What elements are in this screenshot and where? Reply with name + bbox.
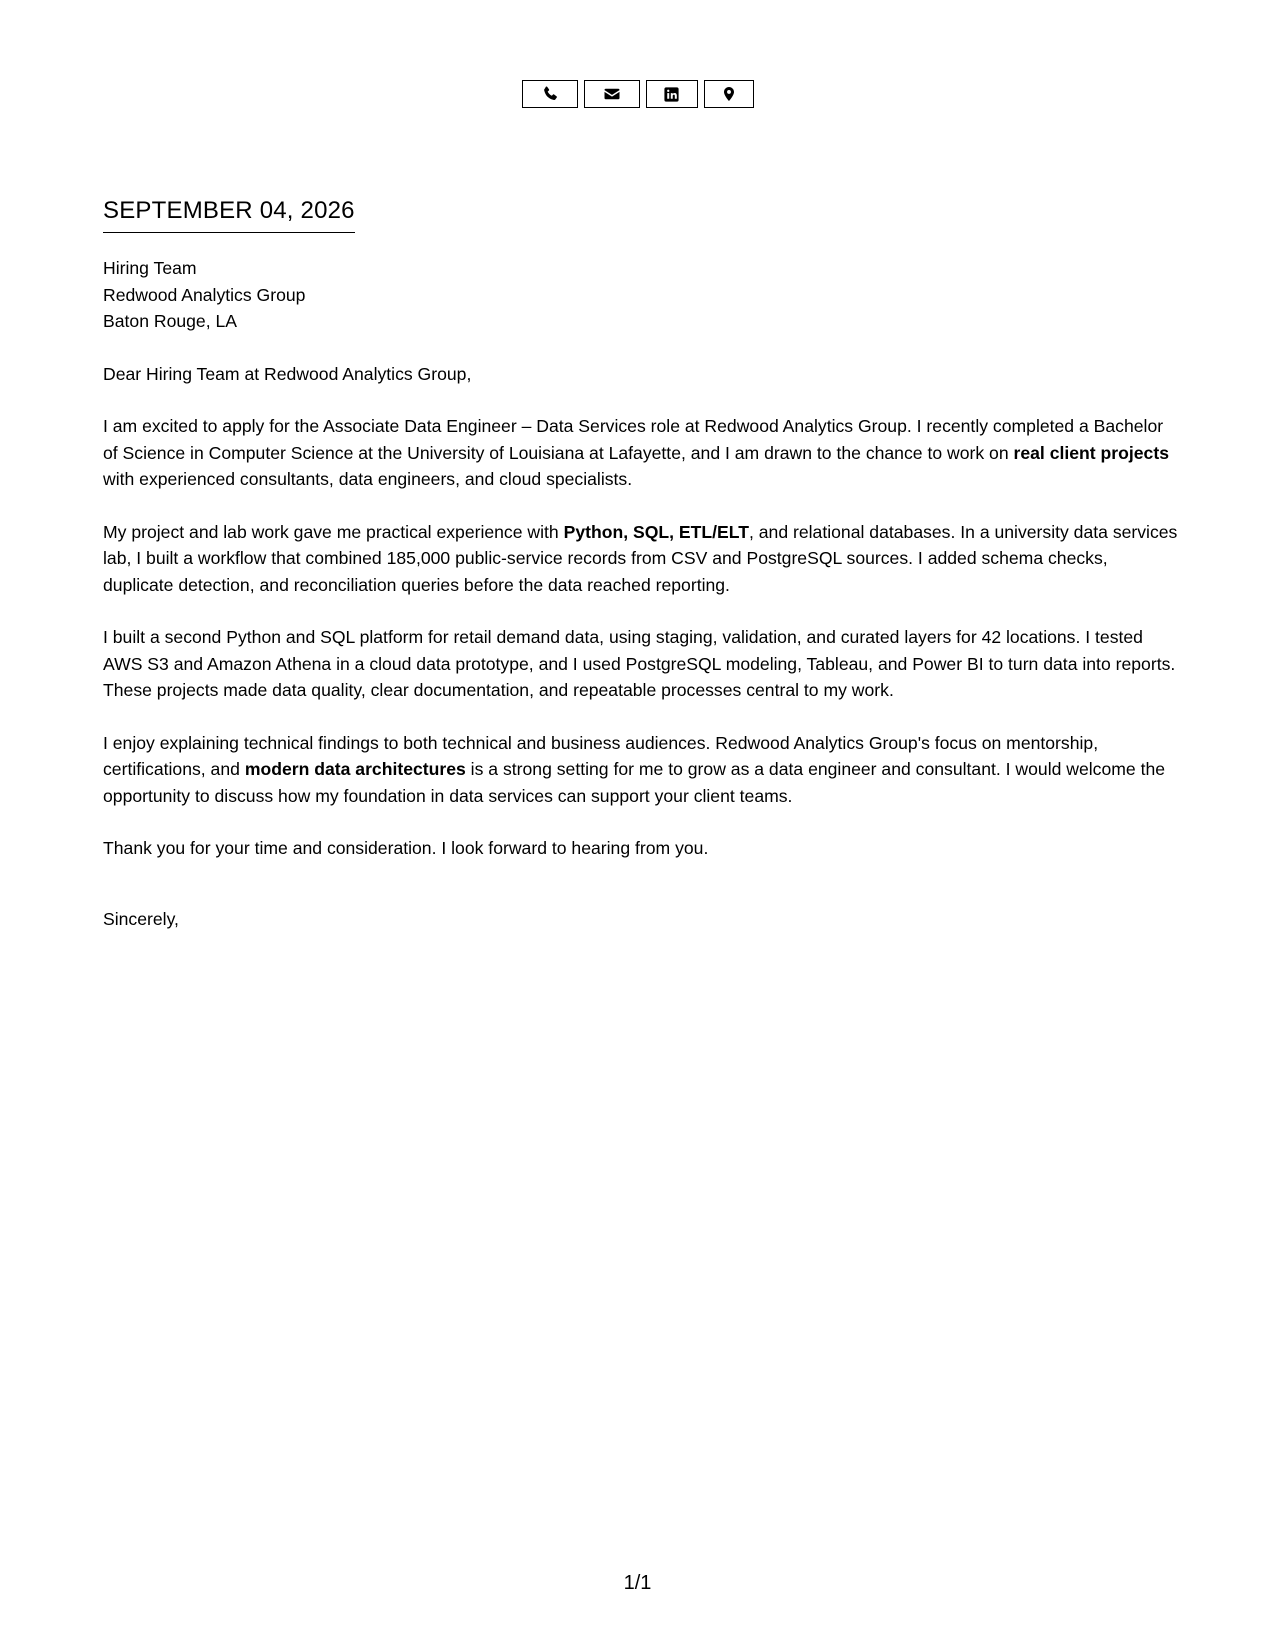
recipient-address [103, 255, 1178, 335]
location-pin-icon [721, 85, 737, 103]
recipient-name: Hiring Team [103, 258, 197, 278]
location-link[interactable] [704, 80, 754, 108]
paragraph-text: , and relational databases. In a university data services lab, I built a workflow that combined 185,000 public-service records from CSV and PostgreSQL sources. I added schema checks, duplicate detection, and reconciliation queries before the data reached reporting. [103, 521, 1178, 595]
paragraph-thanks: Thank you for your time and consideration. I look forward to hearing from you. [103, 838, 709, 858]
email-link[interactable] [584, 80, 640, 108]
bold-phrase: modern data architectures [244, 759, 466, 779]
paragraph-experience [103, 519, 1178, 599]
linkedin-link[interactable] [646, 80, 698, 108]
linkedin-icon [663, 86, 680, 103]
recipient-company: Redwood Analytics Group [103, 284, 306, 305]
paragraph-text: is a strong setting for me to grow as a data engineer and consultant. I would welcome the opportunity to discuss how my foundation in data services can support your client teams. [103, 759, 1166, 806]
phone-link[interactable] [522, 80, 578, 108]
contact-bar [0, 80, 1275, 108]
date-block [103, 196, 355, 233]
paragraph-intro [103, 413, 1178, 493]
salutation: Dear Hiring Team at Redwood Analytics Group, [103, 363, 472, 384]
bold-phrase: real client projects [1013, 442, 1169, 463]
closing: Sincerely, [103, 908, 179, 929]
bold-phrase: Python, SQL, ETL/ELT [563, 521, 749, 542]
paragraph-text: I am excited to apply for the Associate Data Engineer – Data Services role at Redwood Analytics Group. I recently completed a Bachelor of Science in Computer Science at the University of Louisiana at Lafayette, and I am drawn to the chance to work on [103, 416, 1164, 463]
phone-icon [541, 85, 559, 103]
paragraph-text: with experienced consultants, data engineers, and cloud specialists. [103, 469, 633, 489]
letter-date: SEPTEMBER 04, 2026 [103, 196, 355, 233]
spacer [103, 862, 1178, 906]
paragraph-text: I enjoy explaining technical findings to both technical and business audiences. Redwood Analytics Group's focus on mentorship, certifications, and [103, 732, 1099, 779]
recipient-location: Baton Rouge, LA [103, 311, 238, 331]
page-number: 1/1 [623, 1572, 652, 1594]
paragraph-projects: I built a second Python and SQL platform for retail demand data, using staging, validation, and curated layers for 42 locations. I tested AWS S3 and Amazon Athena in a cloud data prototype, and I used PostgreSQL modeling, Tableau, and Power BI to turn data into reports. These projects made data quality, clear documentation, and repeatable processes central to my work. [103, 627, 1176, 700]
paragraph-motivation [103, 730, 1178, 810]
email-icon [603, 85, 621, 103]
paragraph-text: My project and lab work gave me practical experience with [103, 521, 564, 542]
letter-body [103, 255, 1178, 932]
